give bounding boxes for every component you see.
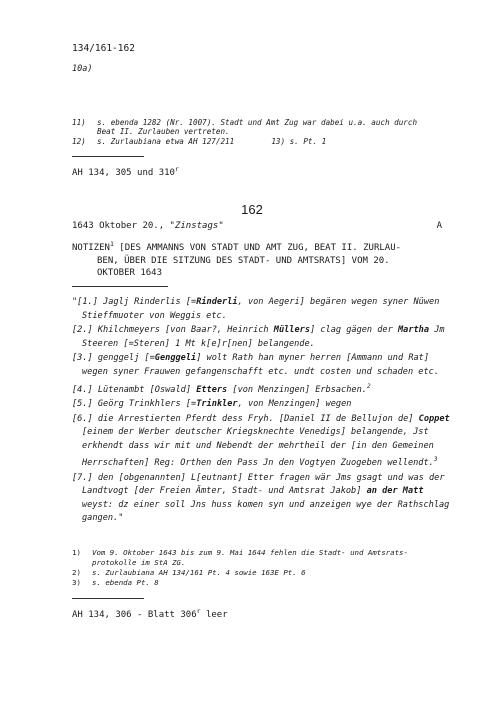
footnote-2: 2) s. Zurlaubiana AH 134/161 Pt. 4 sowie 163E Pt. 6 <box>72 568 306 577</box>
paragraph-2: [2.] Khilchmeyers [von Baar?, Heinrich Müllers] clag gägen der Martha Jm Steeren [=Steren] 1 Mt k[e]r[nen] belangende. <box>72 325 445 349</box>
date-line: 1643 Oktober 20., "Zinstags" A <box>72 221 442 231</box>
paragraph-5: [5.] Geörg Trinkhlers [=Trinkler, von Menzingen] wegen <box>72 399 352 410</box>
note-label: 10a) <box>72 64 93 74</box>
footnote-11: 11) s. ebenda 1282 (Nr. 1007). Stadt und Amt Zug war dabei u.a. auch durch Beat II. Zurlauben vertreten. <box>72 118 418 136</box>
bottom-footnotes: 1) Vom 9. Oktober 1643 bis zum 9. Mai 1644 fehlen die Stadt- und Amtsrats- protokolle im StA ZG. 2) s. Zurlaubiana AH 134/161 Pt. 4 sowie 163E Pt. 6 3) s. ebenda Pt. 8 <box>72 548 462 588</box>
footnote-1: 1) Vom 9. Oktober 1643 bis zum 9. Mai 1644 fehlen die Stadt- und Amtsrats- <box>72 548 408 557</box>
paragraph-3: [3.] genggelj [=Genggeli] wolt Rath han myner herren [Ammann und Rat] wegen syner Frauwen gefangenschafft etc. undt costen und schaden etc. <box>72 353 439 377</box>
footnote-divider <box>72 156 144 157</box>
closing-line: AH 134, 306 - Blatt 306$^r$ leer <box>72 607 228 620</box>
marker: A <box>436 221 442 231</box>
source-line: AH 134, 305 und 310$^r$ <box>72 165 179 178</box>
closing-divider <box>72 598 144 599</box>
page-number: 162 <box>241 202 263 217</box>
footnote-3: 3) s. ebenda Pt. 8 <box>72 578 159 587</box>
page-reference: 134/161-162 <box>72 43 135 54</box>
paragraph-7: [7.] den [obgenannten] L[eutnant] Etter fragen wär Jms gsagt und was der Landtvogt [der Freien Ämter, Stadt- und Amtsrat Jakob] an der Matt weyst: dz einer soll Jns huss komen syn und anzeigen wye der Rathschlag gangen." <box>72 472 450 524</box>
document-title: NOTIZEN$^1$ [DES AMMANNS VON STADT UND AMT ZUG, BEAT II. ZURLAU- BEN, ÜBER DIE SITZUNG DES STADT- UND AMTSRATS] VOM 20. OKTOBER 1643 <box>72 240 402 278</box>
paragraph-1: "[1.] Jaglj Rinderlis [=Rinderli, von Aegeri] begären wegen syner Nüwen Stieffmuoter von Weggis etc. <box>72 297 440 321</box>
title-divider <box>72 286 168 287</box>
body-text <box>72 296 458 527</box>
paragraph-6: [6.] die Arrestierten Pferdt dess Fryh. [Daniel II de Bellujon de] Coppet [einem der Werber deutscher Kriegsknechte Venedigs] belangende, Jst erkhendt dass wir mit und Nebendt der mehrtheil der [in den Gemeinen Herrschaften] Reg: Orthen den Pass Jn den Vogtyen Zuogeben wellendt.$^3$ <box>72 413 450 469</box>
footnote-12: 12) s. Zurlaubiana etwa AH 127/211 13) s. Pt. 1 <box>72 137 327 146</box>
paragraph-4: [4.] Lütenambt [Oswald] Etters [von Menzingen] Erbsachen.$^2$ <box>72 383 371 395</box>
